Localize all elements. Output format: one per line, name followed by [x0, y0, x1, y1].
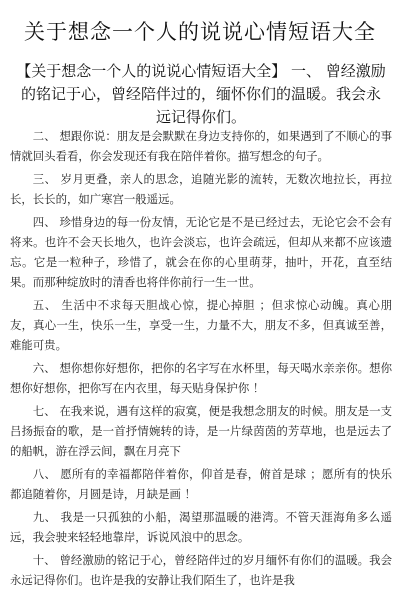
paragraph-10: 十、 曾经激励的铭记于心，曾经陪伴过的岁月缅怀有你们的温暖。我会永远记得你们。也许是我的安静让我们陌生了，也许是我 — [10, 553, 392, 587]
paragraph-5: 五、 生活中不求每天胆战心惊，提心掉胆 ；但求惊心动魄。真心朋友，真心一生，快乐一生，享受一生，力量不大，朋友不多，但真诚至善，难能可贵。 — [10, 298, 392, 352]
paragraph-3: 三、 岁月更叠，亲人的思念，追随光影的流转，无数次地拉长，再拉长，长长的，如广寒宫一般遥远。 — [10, 172, 392, 206]
paragraph-4: 四、 珍惜身边的每一份友情，无论它是不是已经过去，无论它会不会有将来。也许不会天长地久，也许会淡忘，也许会疏远，但却从来都不应该遗忘。它是一粒种子，珍惜了，就会在你的心里萌芽，抽叶，开花，直至结果。而那种绽放时的清香也将伴你前行一生一世。 — [10, 215, 392, 289]
paragraph-2: 二、 想跟你说：朋友是会默默在身边支持你的，如果遇到了不顺心的事情就回头看看，你会发现还有我在陪伴着你。描写想念的句子。 — [10, 129, 392, 163]
page-title: 关于想念一个人的说说心情短语大全 — [24, 20, 376, 44]
paragraph-9: 九、 我是一只孤独的小船，渴望那温暖的港湾。不管天涯海角多么遥远，我会驶来轻轻地靠岸，诉说风浪中的思念。 — [10, 510, 392, 544]
article-body — [10, 126, 392, 593]
paragraph-7: 七、 在我来说，遇有这样的寂寞，便是我想念朋友的时候。朋友是一支吕扬振奋的歌，是一首抒情婉转的诗，是一片绿茵茵的芳草地，也是远去了的船帆，游在浮云间，飘在月亮下 — [10, 404, 392, 458]
paragraph-6: 六、 想你想你好想你，把你的名字写在水杯里，每天喝水亲亲你。想你想你好想你，把你写在内衣里，每天贴身保护你 ！ — [10, 361, 392, 395]
paragraph-8: 八、 愿所有的幸福都陪伴着你，仰首是春，俯首是球 ；愿所有的快乐都追随着你，月圆是诗，月缺是画 ！ — [10, 467, 392, 501]
intro-paragraph: 【关于想念一个人的说说心情短语大全】 一、 曾经激励的铭记于心，曾经陪伴过的，缅怀你们的温暖。我会永远记得你们。 — [16, 62, 386, 126]
